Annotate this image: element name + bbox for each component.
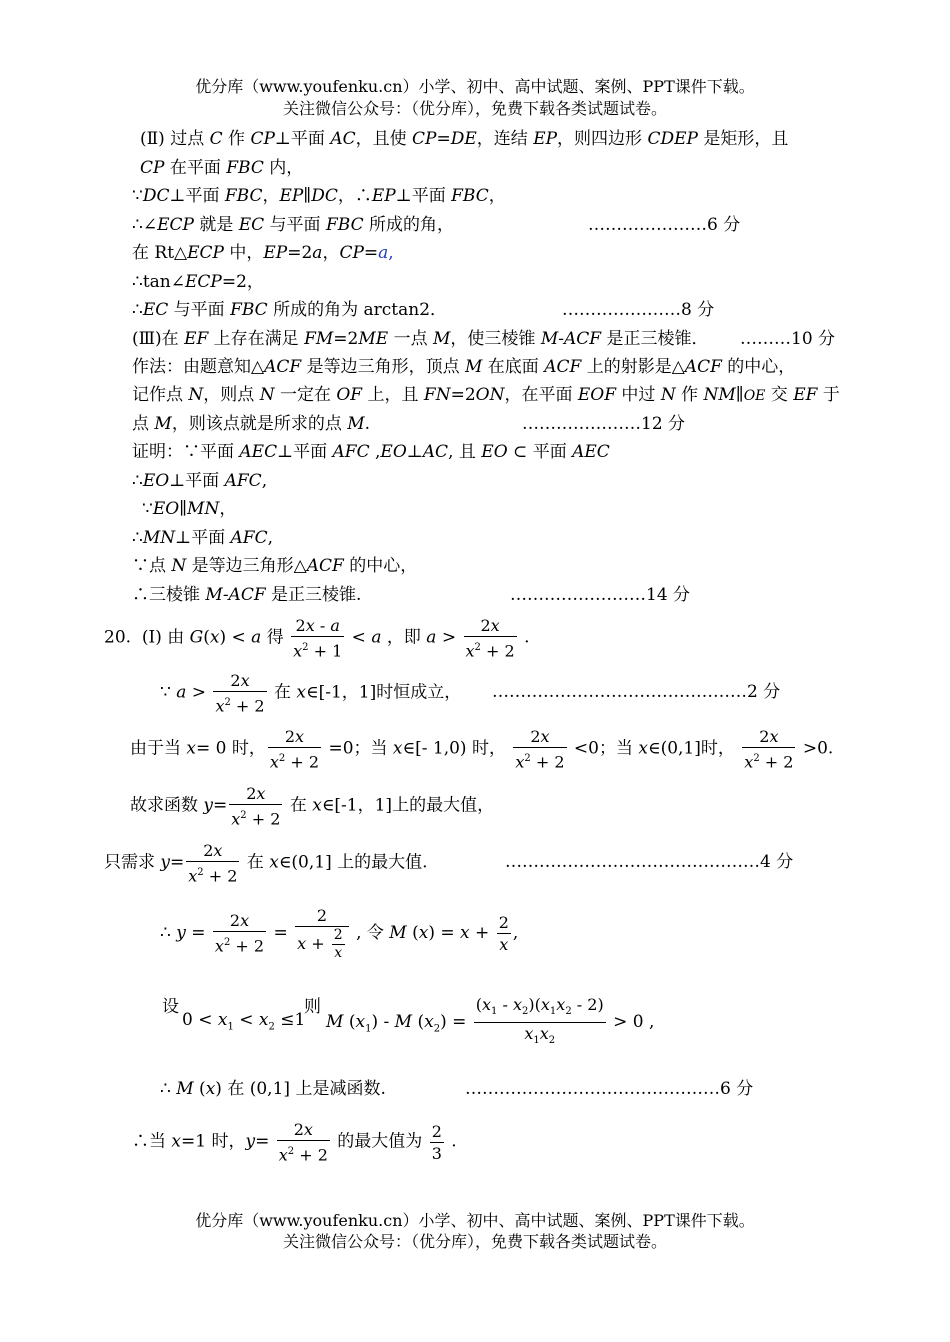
score-mark: …………………12 分	[522, 414, 686, 434]
text-line: (Ⅲ)在 EF 上存在满足 FM=2ME 一点 M，使三棱锥 M-ACF 是正三棱锥．	[132, 329, 709, 349]
text-line: ∴∠ECP 就是 EC 与平面 FBC 所成的角，	[132, 215, 454, 235]
header-line-1: 优分库（www.youfenku.cn）小学、初中、高中试题、案例、PPT课件下载。	[195, 77, 755, 96]
text-line: ∵ a > $\frac{2x}{x^2 + 2}$ 在 x∈[-1，1]时恒成立，	[160, 671, 462, 716]
footer-line-1: 优分库（www.youfenku.cn）小学、初中、高中试题、案例、PPT课件下载。	[195, 1211, 755, 1230]
score-mark: …………………6 分	[588, 215, 741, 235]
text-line: ∴MN⊥平面 AFC,	[132, 528, 274, 548]
score-mark: ………10 分	[740, 329, 836, 349]
text-line: 点 M，则该点就是所求的点 M.	[132, 414, 371, 434]
text-line: ∴EC 与平面 FBC 所成的角为 arctan2．	[132, 300, 448, 320]
text-line: ∴ M (x) 在 (0,1] 上是减函数.	[160, 1079, 386, 1099]
text-line: 由于当 x= 0 时， $\frac{2x}{x^2 + 2}$ =0；当 x∈[- 1,0) 时， $\frac{2x}{x^2 + 2}$ <0；当 x∈(0,1]时， $\frac{2x}{x^2 + 2}$ >0.	[130, 727, 834, 772]
footer-line-2: 关注微信公众号：（优分库），免费下载各类试题试卷。	[282, 1232, 667, 1251]
text-line: 故求函数 y= $\frac{2x}{x^2 + 2}$ 在 x∈[-1，1]上的最大值，	[130, 784, 495, 829]
text-line: $0 < x_1 < x_2 \le 1$	[182, 1010, 306, 1033]
text-line: M $(x_1)$ - M $(x_2)$ = $\frac{(x_1 - x_2)(x_1x_2 - 2)}{x_1x_2}$ > 0 ,	[326, 995, 655, 1047]
text-line: ∴EO⊥平面 AFC,	[132, 471, 268, 491]
text-line: ∴三棱锥 M-ACF 是正三棱锥.	[132, 585, 362, 605]
text-line: CP 在平面 FBC 内，	[140, 158, 304, 178]
text-line: 20. (I) 由 G(x) < a 得 $\frac{2x - a}{x^2 + 1}$ < a ，即 a > $\frac{2x}{x^2 + 2}$ .	[104, 616, 530, 661]
text-line: ∵点 N 是等边三角形△ACF 的中心，	[132, 556, 418, 576]
text-line: 证明：∵平面 AEC⊥平面 AFC ,EO⊥AC, 且 EO ⊂ 平面 AEC	[132, 442, 610, 462]
score-mark: ………………………………………6 分	[465, 1079, 754, 1099]
text-line: (Ⅱ) 过点 C 作 CP⊥平面 AC，且使 CP=DE，连结 EP，则四边形 CDEP 是矩形，且	[140, 129, 789, 149]
score-mark: …………………8 分	[562, 300, 715, 320]
text-line: 只需求 y= $\frac{2x}{x^2 + 2}$ 在 x∈(0,1] 上的最大值.	[104, 841, 428, 886]
text-line: 则	[304, 997, 321, 1017]
text-line: ∴tan∠ECP=2，	[132, 272, 264, 292]
score-mark: ……………………14 分	[510, 585, 691, 605]
text-line: 在 Rt△ECP 中，EP=2a，CP=a,	[132, 243, 394, 263]
score-mark: ………………………………………2 分	[492, 682, 781, 702]
text-line: ∵DC⊥平面 FBC，EP∥DC，∴EP⊥平面 FBC，	[132, 186, 506, 206]
text-line: ∴当 x=1 时，y= $\frac{2x}{x^2 + 2}$ 的最大值为 $\frac{2}{3}$ .	[132, 1120, 457, 1165]
text-line: ∵EO∥MN，	[142, 499, 237, 519]
header-line-2: 关注微信公众号：（优分库），免费下载各类试题试卷。	[282, 99, 667, 118]
text-line: 记作点 N，则点 N 一定在 OF 上，且 FN=2ON，在平面 EOF 中过 N 作 NM∥OE 交 EF 于	[132, 385, 840, 405]
text-line: 设	[162, 997, 179, 1017]
text-line: 作法：由题意知△ACF 是等边三角形，顶点 M 在底面 ACF 上的射影是△ACF 的中心，	[132, 357, 796, 377]
text-line: ∴ y = $\frac{2x}{x^2 + 2}$ = 2 x + $\frac{2}{x}$ , 令 M (x) = x + $\frac{2}{x}$ ,	[160, 906, 519, 961]
score-mark: ………………………………………4 分	[505, 852, 794, 872]
